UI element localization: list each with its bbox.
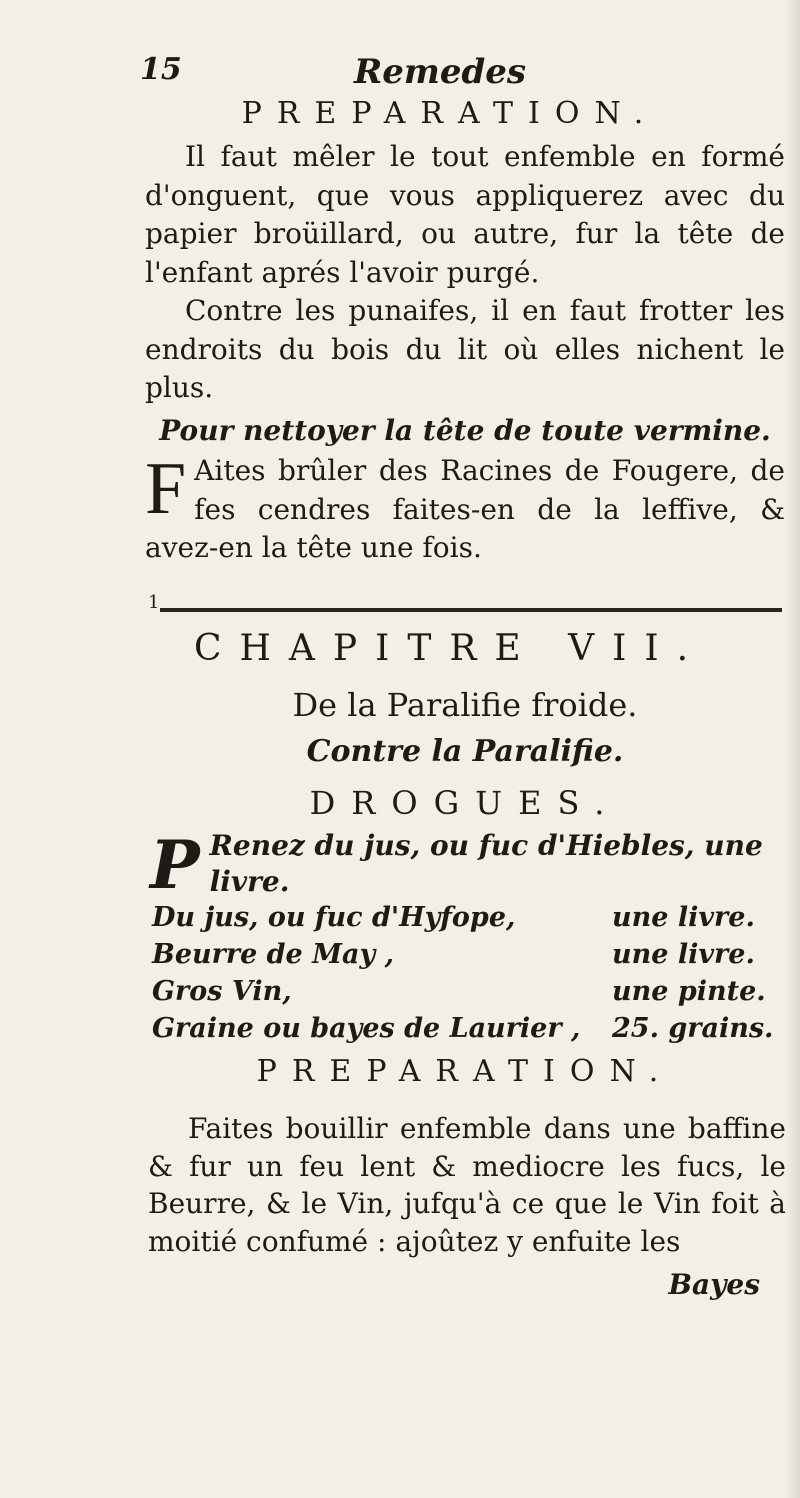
page-edge-shadow bbox=[786, 0, 800, 1498]
drop-cap-p: P bbox=[150, 826, 200, 904]
paragraph-boil: Faites bouillir enfemble dans une baffine & fur un feu lent & mediocre les fucs, le Beurre, & le Vin, jufqu'à ce que le Vin foit à moitié confumé : ajoûtez y enfuite les bbox=[148, 1112, 786, 1258]
chapter-title: CHAPITRE VII. bbox=[193, 628, 707, 669]
ingredient-row bbox=[152, 976, 782, 1013]
horizontal-rule bbox=[160, 608, 782, 612]
ingredient-row bbox=[152, 902, 782, 939]
ingredient-quantity: une livre. bbox=[612, 939, 755, 970]
ingredient-name: Du jus, ou fuc d'Hyfope, bbox=[152, 902, 516, 933]
recipe-first-line bbox=[150, 826, 790, 904]
ingredient-quantity: une livre. bbox=[612, 902, 755, 933]
ingredient-name: Beurre de May , bbox=[152, 939, 394, 970]
ingredient-quantity: une pinte. bbox=[612, 976, 766, 1007]
drop-cap-f: F bbox=[145, 448, 187, 530]
paragraph-bedbugs: Contre les punaifes, il en faut frotter les endroits du bois du lit où elles nichent le plus. bbox=[145, 294, 785, 404]
page-number: 15 bbox=[140, 52, 182, 87]
ingredient-name: Gros Vin, bbox=[152, 976, 292, 1007]
chapter-subtitle: De la Paralifie froide. bbox=[292, 686, 638, 724]
paragraph-ointment: Il faut mêler le tout enfemble en formé d'onguent, que vous appliquerez avec du papier broüillard, ou autre, fur la tête de l'enfant aprés l'avoir purgé. bbox=[145, 140, 785, 289]
recipe-first-text: Renez du jus, ou fuc d'Hiebles, une livre. bbox=[209, 829, 763, 898]
preparation-heading-2: PREPARATION. bbox=[256, 1054, 674, 1089]
rule-mark: 1 bbox=[148, 592, 160, 613]
vermin-title: Pour nettoyer la tête de toute vermine. bbox=[159, 414, 771, 447]
vermin-text: Aites brûler des Racines de Fougere, de fes cendres faites-en de la leffive, & avez-en la tête une fois. bbox=[145, 454, 785, 564]
vermin-paragraph bbox=[145, 448, 785, 568]
section-rule bbox=[148, 592, 782, 616]
drogues-heading: DROGUES. bbox=[309, 784, 621, 822]
contre-heading: Contre la Paralifie. bbox=[306, 734, 624, 769]
catchword: Bayes bbox=[668, 1268, 760, 1301]
running-head bbox=[140, 52, 740, 92]
ingredient-list bbox=[152, 902, 782, 1050]
ingredient-quantity: 25. grains. bbox=[612, 1013, 774, 1044]
ingredient-row bbox=[152, 1013, 782, 1050]
ingredient-row bbox=[152, 939, 782, 976]
preparation-heading: PREPARATION. bbox=[241, 96, 659, 131]
running-title: Remedes bbox=[353, 52, 527, 92]
ingredient-name: Graine ou bayes de Laurier , bbox=[152, 1013, 581, 1044]
